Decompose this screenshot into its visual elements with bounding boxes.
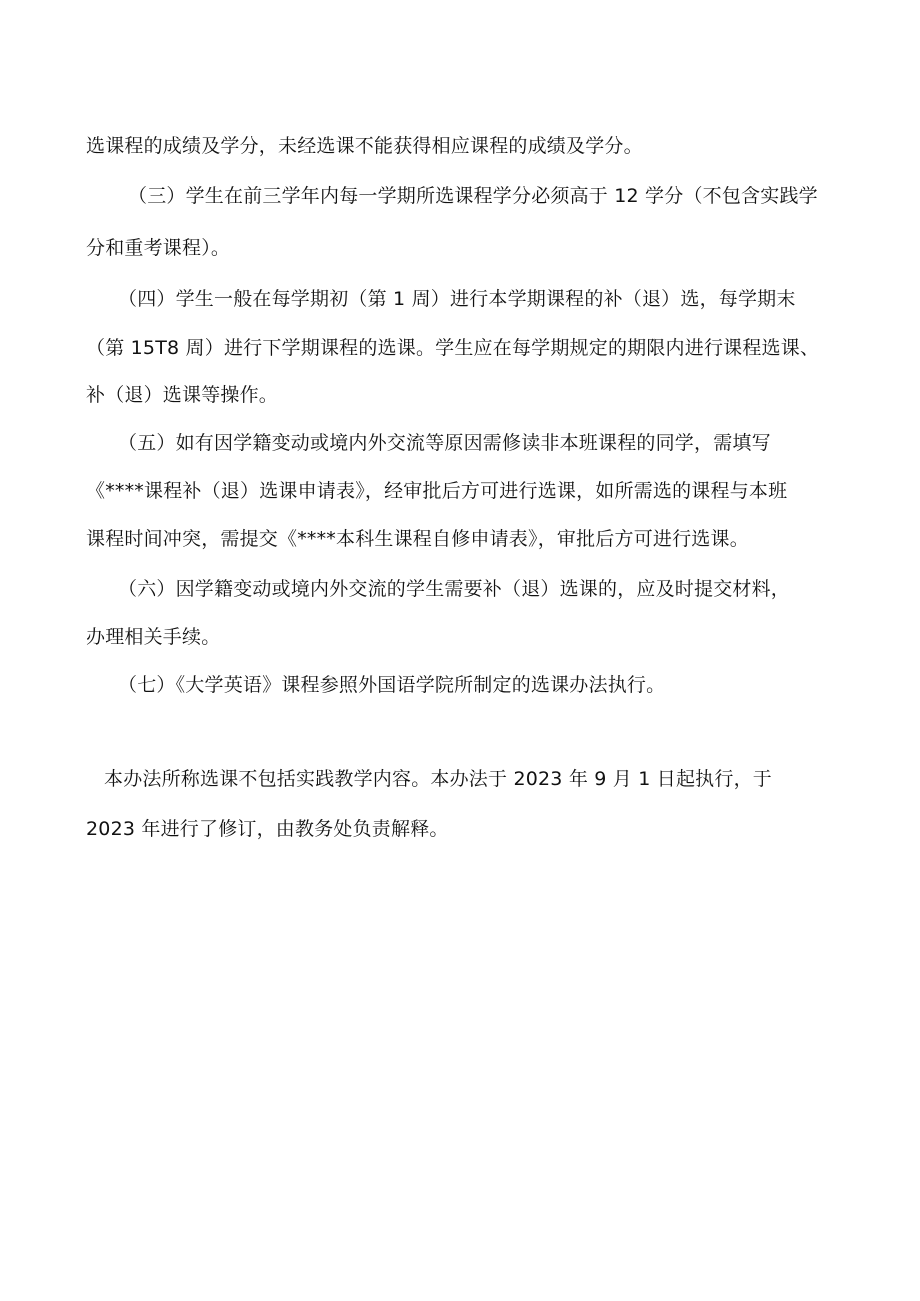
text-line: （五）如有因学籍变动或境内外交流等原因需修读非本班课程的同学，需填写 [118, 432, 771, 454]
text-line: 课程时间冲突，需提交《****本科生课程自修申请表》，审批后方可进行选课。 [86, 528, 749, 550]
text-line: 《****课程补（退）选课申请表》，经审批后方可进行选课，如所需选的课程与本班 [86, 480, 788, 502]
text-line: （三）学生在前三学年内每一学期所选课程学分必须高于 12 学分（不包含实践学 [128, 185, 818, 207]
text-line: （七）《大学英语》课程参照外国语学院所制定的选课办法执行。 [118, 674, 666, 696]
text-line: 2023 年进行了修订，由教务处负责解释。 [86, 818, 449, 840]
text-line: （六）因学籍变动或境内外交流的学生需要补（退）选课的，应及时提交材料， [118, 578, 791, 600]
text-line: 本办法所称选课不包括实践教学内容。本办法于 2023 年 9 月 1 日起执行，于 [104, 768, 772, 790]
text-line: 选课程的成绩及学分，未经选课不能获得相应课程的成绩及学分。 [86, 135, 643, 157]
text-line: （第 15T8 周）进行下学期课程的选课。学生应在每学期规定的期限内进行课程选课、 [86, 337, 820, 359]
text-line: 办理相关手续。 [86, 626, 221, 648]
text-line: （四）学生一般在每学期初（第 1 周）进行本学期课程的补（退）选，每学期末 [118, 288, 796, 310]
text-line: 补（退）选课等操作。 [86, 384, 279, 406]
text-line: 分和重考课程）。 [86, 237, 231, 259]
